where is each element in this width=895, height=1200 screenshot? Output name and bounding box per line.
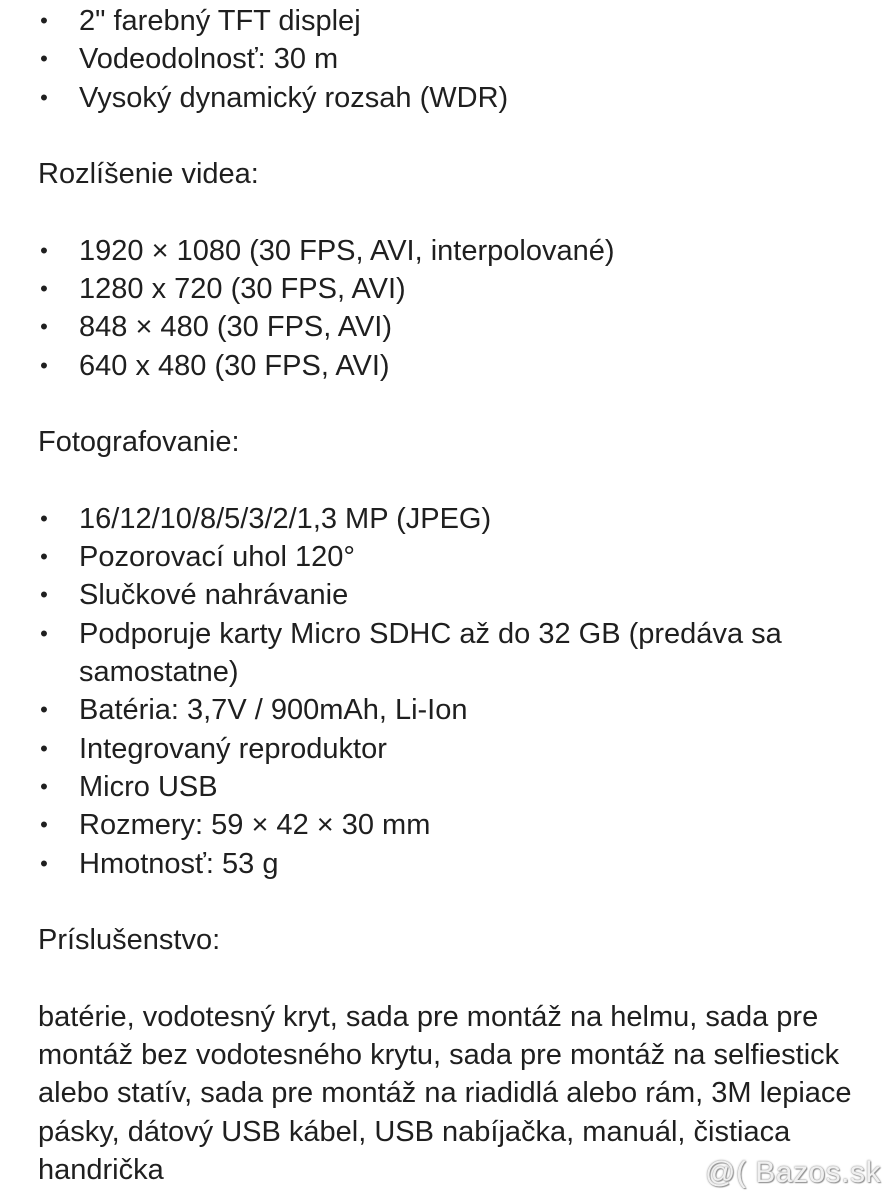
list-item-text: 848 × 480 (30 FPS, AVI) bbox=[79, 311, 393, 344]
list-item bbox=[38, 615, 868, 692]
bullet-icon: • bbox=[40, 8, 48, 33]
list-item-text: Rozmery: 59 × 42 × 30 mm bbox=[79, 809, 431, 842]
product-description bbox=[38, 2, 868, 1189]
list-item bbox=[38, 2, 868, 40]
bullet-icon: • bbox=[40, 850, 48, 876]
list-item bbox=[38, 40, 868, 78]
accessories-heading: Príslušenstvo: bbox=[38, 924, 221, 957]
bullet-icon: • bbox=[40, 773, 48, 799]
list-item bbox=[38, 79, 868, 117]
list-item bbox=[38, 500, 868, 538]
list-item-text: 640 x 480 (30 FPS, AVI) bbox=[79, 349, 390, 382]
bullet-icon: • bbox=[40, 237, 48, 263]
bullet-icon: • bbox=[40, 46, 48, 72]
video-resolution-list bbox=[38, 232, 868, 385]
list-item bbox=[38, 576, 868, 614]
bullet-icon: • bbox=[40, 276, 48, 302]
photo-heading: Fotografovanie: bbox=[38, 426, 240, 459]
list-item-text: Micro USB bbox=[79, 770, 218, 803]
list-item bbox=[38, 347, 868, 385]
list-item-text: Slučkové nahrávanie bbox=[79, 579, 349, 612]
bullet-icon: • bbox=[40, 314, 48, 340]
list-item bbox=[38, 232, 868, 270]
bullet-icon: • bbox=[40, 505, 48, 531]
list-item-text: 2" farebný TFT displej bbox=[79, 5, 361, 37]
list-item bbox=[38, 806, 868, 844]
list-item-text: Podporuje karty Micro SDHC až do 32 GB (predáva sa samostatne) bbox=[79, 617, 782, 689]
bullet-icon: • bbox=[40, 582, 48, 608]
list-item-text: Vodeodolnosť: 30 m bbox=[79, 43, 339, 76]
bullet-icon: • bbox=[40, 697, 48, 723]
bullet-icon: • bbox=[40, 620, 48, 646]
list-item-text: 16/12/10/8/5/3/2/1,3 MP (JPEG) bbox=[79, 502, 492, 535]
list-item-text: 1280 x 720 (30 FPS, AVI) bbox=[79, 273, 406, 306]
video-heading: Rozlíšenie videa: bbox=[38, 158, 259, 191]
list-item bbox=[38, 308, 868, 346]
list-item-text: Hmotnosť: 53 g bbox=[79, 847, 279, 880]
list-item bbox=[38, 845, 868, 883]
bullet-icon: • bbox=[40, 84, 48, 110]
bullet-icon: • bbox=[40, 544, 48, 570]
accessories-text: batérie, vodotesný kryt, sada pre montáž na helmu, sada pre montáž bez vodotesného krytu, sada pre montáž na selfiestick alebo statív, sada pre montáž na riadidlá alebo rám, 3M lepiace pásky, dátový USB kábel, USB nabíjačka, manuál, čistiaca handrička bbox=[38, 1000, 852, 1186]
list-item bbox=[38, 768, 868, 806]
bazos-watermark: @( Bazos.sk bbox=[705, 1156, 881, 1189]
list-item-text: Vysoký dynamický rozsah (WDR) bbox=[79, 81, 509, 114]
list-item bbox=[38, 691, 868, 729]
list-item-text: Batéria: 3,7V / 900mAh, Li-Ion bbox=[79, 694, 468, 727]
list-item-text: Integrovaný reproduktor bbox=[79, 732, 387, 765]
bullet-icon: • bbox=[40, 735, 48, 761]
photo-spec-list bbox=[38, 500, 868, 883]
specs-top-list bbox=[38, 2, 868, 117]
list-item bbox=[38, 730, 868, 768]
bullet-icon: • bbox=[40, 352, 48, 378]
list-item bbox=[38, 270, 868, 308]
bullet-icon: • bbox=[40, 812, 48, 838]
list-item-text: Pozorovací uhol 120° bbox=[79, 541, 355, 574]
list-item-text: 1920 × 1080 (30 FPS, AVI, interpolované) bbox=[79, 234, 615, 267]
list-item bbox=[38, 538, 868, 576]
